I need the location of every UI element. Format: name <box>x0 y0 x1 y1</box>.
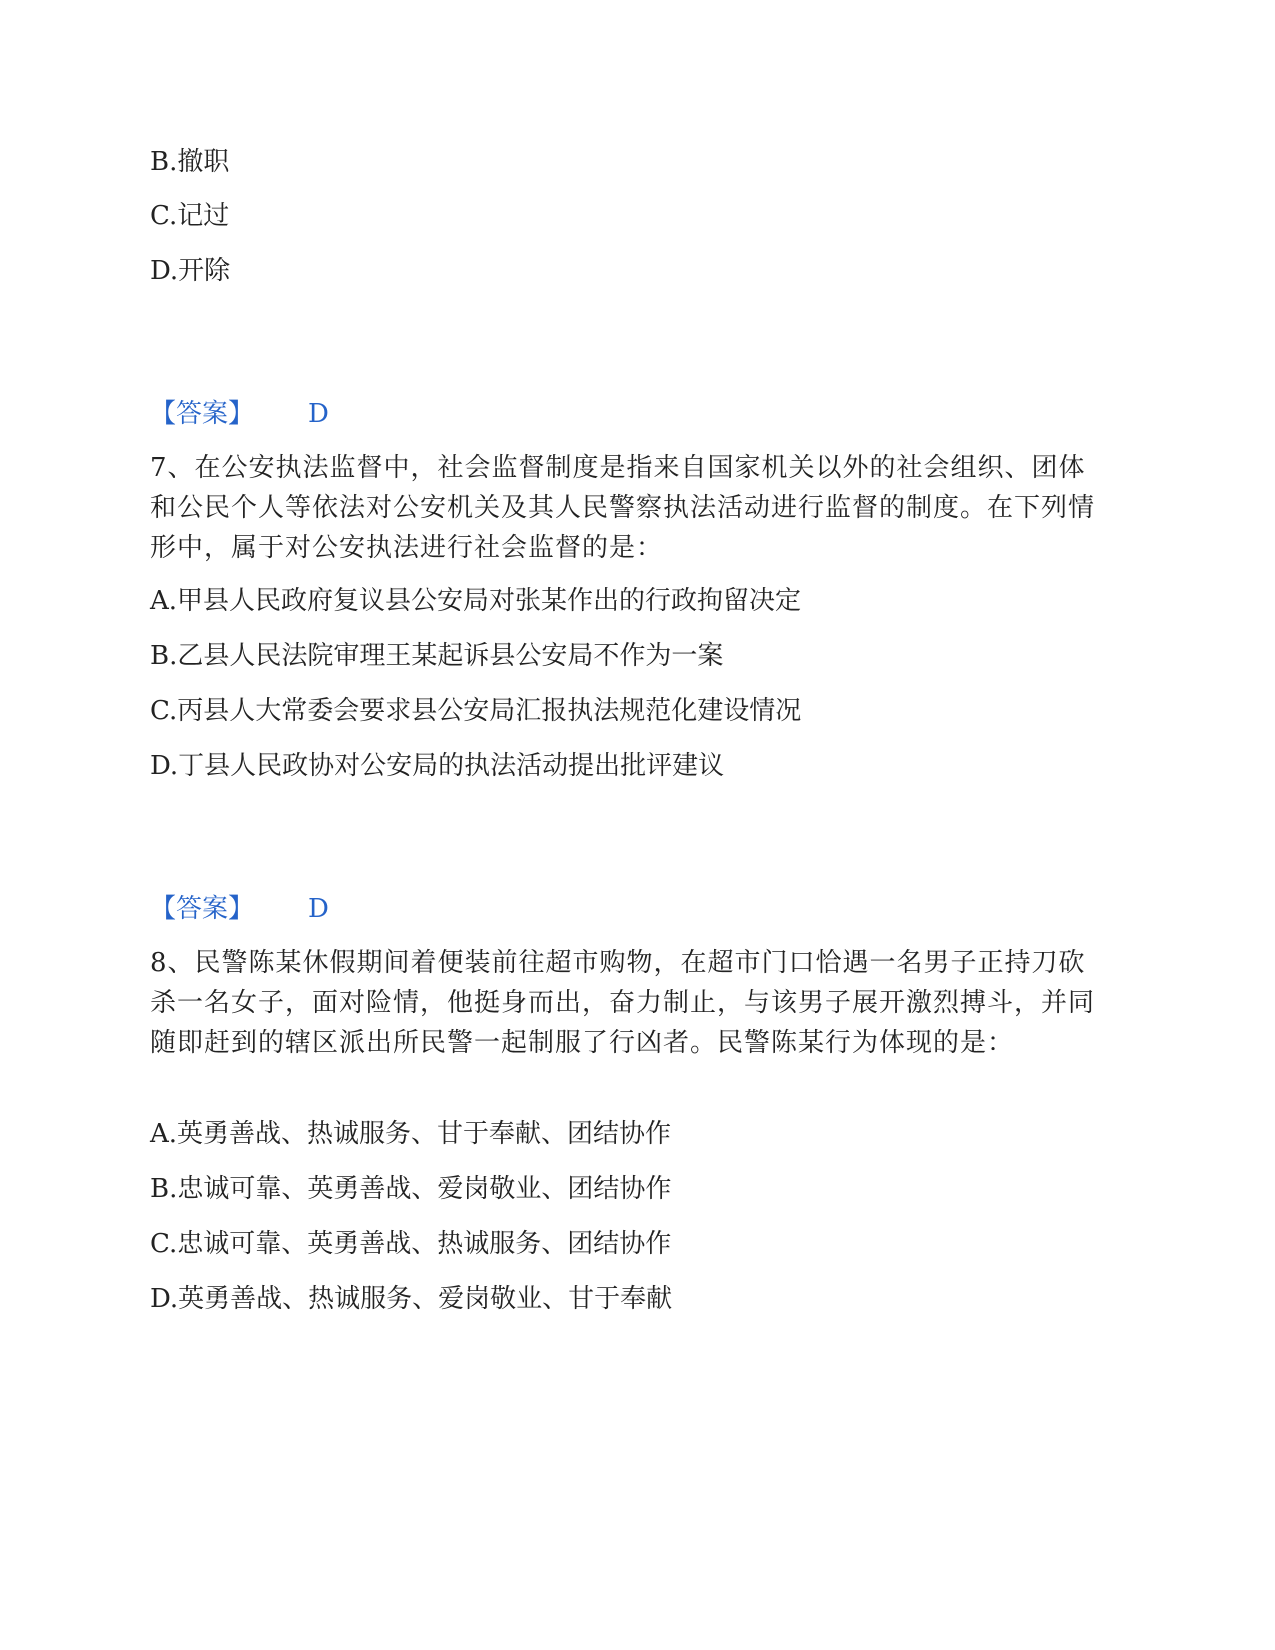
q7-stem: 7、在公安执法监督中，社会监督制度是指来自国家机关以外的社会组织、团体和公民个人等依法对公安机关及其人民警察执法活动进行监督的制度。在下列情形中，属于对公安执法进行社会监督的是： <box>150 453 1096 563</box>
q7-option-b: B.乙县人民法院审理王某起诉县公安局不作为一案 <box>150 641 724 671</box>
q7-option-a: A.甲县人民政府复议县公安局对张某作出的行政拘留决定 <box>150 586 802 616</box>
q8-option-d: D.英勇善战、热诚服务、爱岗敬业、甘于奉献 <box>150 1284 673 1314</box>
answer-label: 【答案】 <box>150 894 255 924</box>
q8-option-a: A.英勇善战、热诚服务、甘于奉献、团结协作 <box>150 1119 672 1149</box>
q7-option-d: D.丁县人民政协对公安局的执法活动提出批评建议 <box>150 751 725 781</box>
q8-option-c: C.忠诚可靠、英勇善战、热诚服务、团结协作 <box>150 1229 672 1259</box>
q6-option-d: D.开除 <box>150 256 231 286</box>
q8-stem: 8、民警陈某休假期间着便装前往超市购物，在超市门口恰遇一名男子正持刀砍杀一名女子，面对险情，他挺身而出，奋力制止，与该男子展开激烈搏斗，并同随即赶到的辖区派出所民警一起制服了行凶者。民警陈某行为体现的是： <box>150 948 1096 1058</box>
q7-answer <box>150 889 329 929</box>
answer-value: D <box>308 399 329 429</box>
answer-label: 【答案】 <box>150 399 255 429</box>
q6-option-b: B.撤职 <box>150 147 230 177</box>
q8-option-b: B.忠诚可靠、英勇善战、爱岗敬业、团结协作 <box>150 1174 672 1204</box>
q7-option-c: C.丙县人大常委会要求县公安局汇报执法规范化建设情况 <box>150 696 802 726</box>
q6-option-c: C.记过 <box>150 201 230 231</box>
answer-value: D <box>308 894 329 924</box>
q6-answer <box>150 394 329 434</box>
